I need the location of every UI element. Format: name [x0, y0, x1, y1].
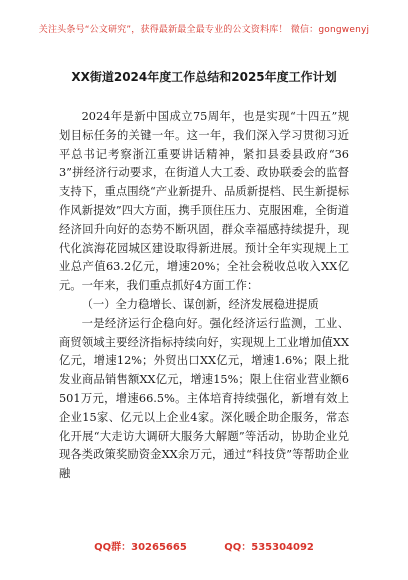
qq-group-number: QQ群：30265665	[94, 542, 187, 553]
section-heading: （一）全力稳增长、谋创新，经济发展稳进提质	[81, 297, 319, 311]
paragraph-intro: 2024年是新中国成立75周年，也是实现“十四五”规划目标任务的关键一年。这一年，我们深入学习贯彻习近平总书记考察浙江重要讲话精神，紧扣县委县政府“363”拼经济行动要求，在街道人大工委、政协联委会的监督支持下，重点围绕“产业新提升、品质新提档、民生新提标作风新提效”四大方面，携手顶住压力、克服困难，全街道经济回升向好的态势不断巩固，群众幸福感持续提升，现代化滨海花园城区建设取得新进展。预计全年实现规上工业总产值63.2亿元，增速20%；全社会税收总收入XX亿元。一年来，我们重点抓好4方面工作：	[59, 110, 349, 293]
document-body	[59, 108, 349, 484]
qq-number: QQ：535304092	[224, 542, 314, 553]
paragraph-economy: 一是经济运行企稳向好。强化经济运行监测，工业、商贸领域主要经济指标持续向好，实现规上工业增加值XX亿元，增速12%；外贸出口XX亿元，增速1.6%；限上批发业商品销售额XX亿元，增速15%；限上住宿业营业额6501万元，增速66.5%。主体培育持续强化，新增有效上企业15家、亿元以上企业4家。深化暖企助企服务，常态化开展“大走访大调研大服务大解题”等活动，协助企业兑现各类政策奖励资金XX余万元，通过“科技贷”等帮助企业融	[59, 316, 349, 481]
document-title: XX街道2024年度工作总结和2025年度工作计划	[71, 70, 337, 84]
footer-contact	[0, 538, 408, 553]
header-note: 关注头条号“公文研究”，获得最新最全最专业的公文资料库！ 微信：gongwenyj	[38, 25, 370, 35]
